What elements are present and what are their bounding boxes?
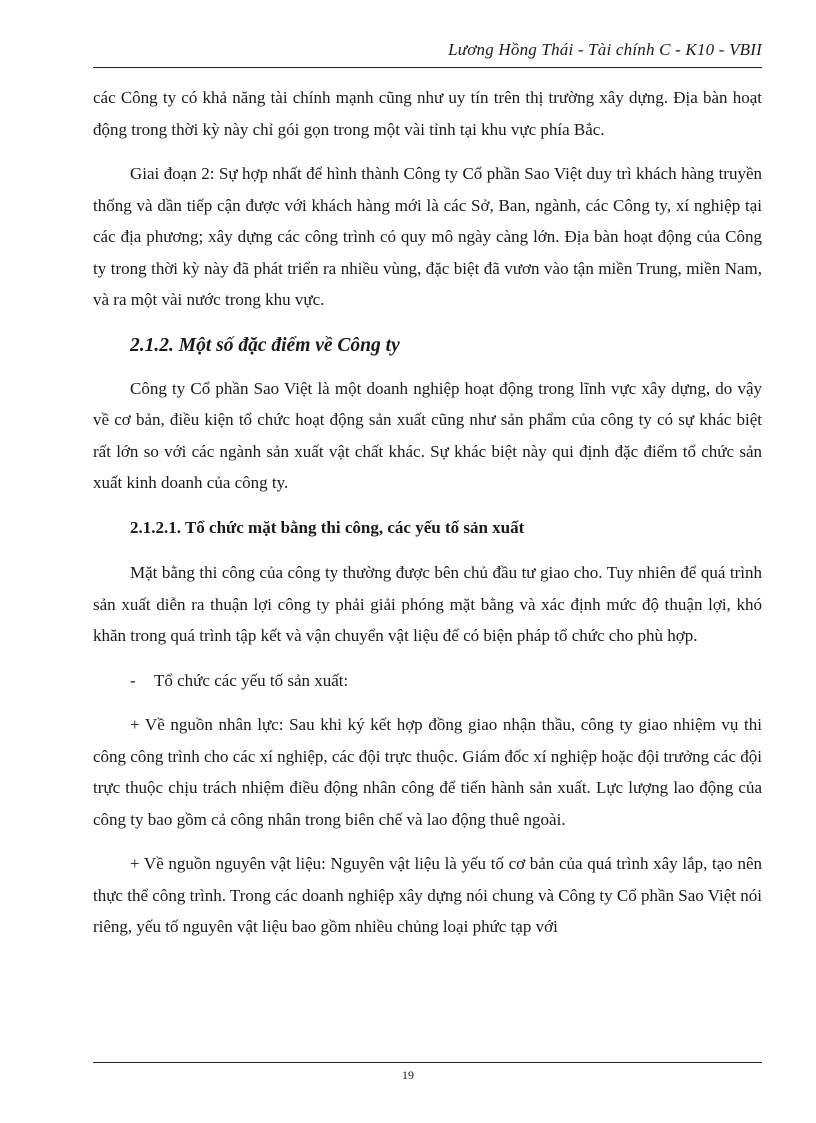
- section-heading: 2.1.2. Một số đặc điểm về Công ty: [130, 334, 400, 356]
- paragraph: + Về nguồn nguyên vật liệu: Nguyên vật liệu là yếu tố cơ bản của quá trình xây lắp, tạo nên thực thể công trình. Trong các doanh nghiệp xây dựng nói chung và Công ty Cổ phần Sao Việt nói riêng, yếu tố nguyên vật liệu bao gồm nhiều chủng loại phức tạp với: [93, 854, 762, 936]
- header-title: Lương Hồng Thái - Tài chính C - K10 - VBII: [448, 40, 762, 59]
- subsection-heading: 2.1.2.1. Tổ chức mặt bằng thi công, các yếu tố sản xuất: [130, 517, 525, 537]
- page-content: [93, 82, 762, 956]
- page-number: 19: [402, 1068, 414, 1082]
- footer-divider: [93, 1062, 762, 1063]
- dash-bullet: -: [130, 670, 136, 690]
- paragraph: + Về nguồn nhân lực: Sau khi ký kết hợp đồng giao nhận thầu, công ty giao nhiệm vụ thi công công trình cho các xí nghiệp, các đội trực thuộc. Giám đốc xí nghiệp hoặc đội trưởng các đội trực thuộc chịu trách nhiệm điều động nhân công để tiến hành sản xuất. Lực lượng lao động của công ty bao gồm cả công nhân trong biên chế và lao động thuê ngoài.: [93, 715, 762, 829]
- paragraph: các Công ty có khả năng tài chính mạnh cũng như uy tín trên thị trường xây dựng. Địa bàn hoạt động trong thời kỳ này chỉ gói gọn trong một vài tỉnh tại khu vực phía Bắc.: [93, 88, 762, 139]
- page-header: [93, 40, 762, 68]
- paragraph: Công ty Cổ phần Sao Việt là một doanh nghiệp hoạt động trong lĩnh vực xây dựng, do vậy về cơ bản, điều kiện tổ chức hoạt động sản xuất cũng như sản phẩm của công ty có sự khác biệt rất lớn so với các ngành sản xuất vật chất khác. Sự khác biệt này qui định đặc điểm tổ chức sản xuất kinh doanh của công ty.: [93, 378, 762, 492]
- paragraph: Giai đoạn 2: Sự hợp nhất để hình thành Công ty Cổ phần Sao Việt duy trì khách hàng truyền thống và dần tiếp cận được với khách hàng mới là các Sở, Ban, ngành, các Công ty, xí nghiệp tại các địa phương; xây dựng các công trình có quy mô ngày càng lớn. Địa bàn hoạt động của Công ty trong thời kỳ này đã phát triển ra nhiều vùng, đặc biệt đã vươn vào tận miền Trung, miền Nam, và ra một vài nước trong khu vực.: [93, 164, 762, 309]
- dash-item-text: Tổ chức các yếu tố sản xuất:: [154, 670, 349, 690]
- dash-list-item: [130, 665, 762, 697]
- paragraph: Mặt bằng thi công của công ty thường được bên chủ đầu tư giao cho. Tuy nhiên để quá trình sản xuất diễn ra thuận lợi công ty phải giải phóng mặt bằng và xác định mức độ thuận lợi, khó khăn trong quá trình tập kết và vận chuyển vật liệu để có biện pháp tổ chức cho phù hợp.: [93, 563, 762, 645]
